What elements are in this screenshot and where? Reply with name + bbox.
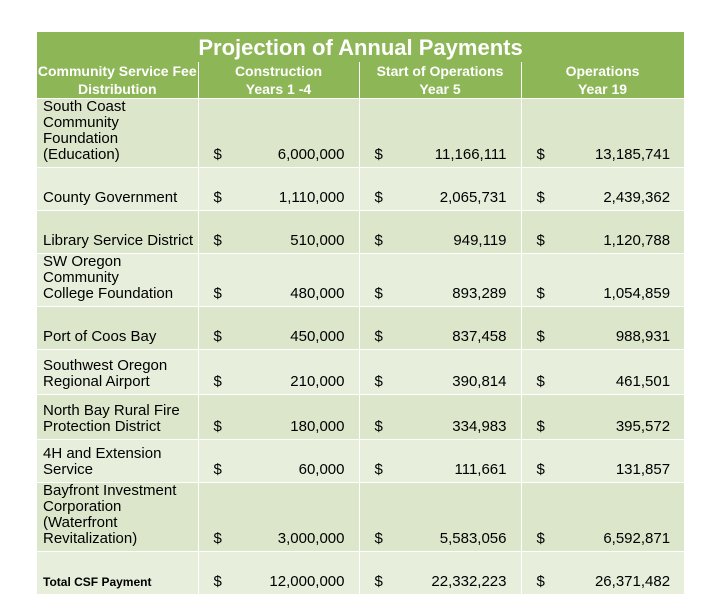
construction-amount xyxy=(198,211,359,254)
operations-amount xyxy=(521,211,684,254)
currency-symbol: $ xyxy=(536,328,545,345)
start-operations-amount xyxy=(359,440,521,483)
recipient-name xyxy=(37,395,198,440)
table-row xyxy=(37,307,684,350)
start-operations-amount xyxy=(359,350,521,395)
currency-symbol: $ xyxy=(374,530,383,547)
recipient-name-line: SW Oregon Community xyxy=(43,253,122,286)
recipient-name-line: Revitalization) xyxy=(43,530,138,547)
currency-symbol: $ xyxy=(374,146,383,163)
start-operations-amount xyxy=(359,307,521,350)
currency-symbol: $ xyxy=(374,373,383,390)
operations-amount xyxy=(521,99,684,168)
amount-value: 180,000 xyxy=(290,418,345,435)
table-row xyxy=(37,254,684,307)
currency-symbol: $ xyxy=(213,328,222,345)
recipient-name xyxy=(37,254,198,307)
amount-value: 461,501 xyxy=(615,373,671,390)
header-line: Distribution xyxy=(77,81,157,97)
currency-symbol: $ xyxy=(374,232,383,249)
operations-amount xyxy=(521,483,684,552)
currency-symbol: $ xyxy=(374,418,383,435)
recipient-name-line: Southwest Oregon xyxy=(43,357,168,374)
amount-value: 60,000 xyxy=(298,461,345,478)
amount-value: 6,592,871 xyxy=(603,530,671,547)
currency-symbol: $ xyxy=(374,573,383,590)
recipient-name-line: Protection District xyxy=(43,418,161,435)
recipient-name-line: Corporation (Waterfront xyxy=(43,498,122,531)
table-row xyxy=(37,168,684,211)
recipient-name xyxy=(37,307,198,350)
currency-symbol: $ xyxy=(213,146,222,163)
amount-value: 1,120,788 xyxy=(603,232,671,249)
construction-amount xyxy=(198,99,359,168)
start-operations-amount xyxy=(359,483,521,552)
amount-value: 2,065,731 xyxy=(439,189,507,206)
amount-value: 11,166,111 xyxy=(434,146,507,163)
header-operations xyxy=(521,62,684,99)
currency-symbol: $ xyxy=(213,189,222,206)
start-operations-amount xyxy=(359,552,521,595)
amount-value: 22,332,223 xyxy=(431,573,507,590)
currency-symbol: $ xyxy=(536,232,545,249)
header-line: Year 5 xyxy=(419,81,461,97)
construction-amount xyxy=(198,168,359,211)
amount-value: 3,000,000 xyxy=(277,530,345,547)
table-row xyxy=(37,440,684,483)
amount-value: 450,000 xyxy=(290,328,345,345)
currency-symbol: $ xyxy=(536,285,545,302)
recipient-name xyxy=(37,350,198,395)
amount-value: 1,110,000 xyxy=(278,189,345,206)
construction-amount xyxy=(198,440,359,483)
recipient-name-line: Library Service District xyxy=(43,232,194,249)
amount-value: 390,814 xyxy=(452,373,507,390)
start-operations-amount xyxy=(359,99,521,168)
amount-value: 2,439,362 xyxy=(603,189,671,206)
currency-symbol: $ xyxy=(536,461,545,478)
operations-amount xyxy=(521,307,684,350)
table-row xyxy=(37,99,684,168)
recipient-name-line: County Government xyxy=(43,189,178,206)
operations-amount xyxy=(521,350,684,395)
table-row xyxy=(37,483,684,552)
recipient-name xyxy=(37,168,198,211)
amount-value: 5,583,056 xyxy=(439,530,507,547)
currency-symbol: $ xyxy=(374,328,383,345)
header-line: Construction xyxy=(234,63,323,79)
amount-value: 837,458 xyxy=(452,328,507,345)
amount-value: 1,054,859 xyxy=(603,285,671,302)
recipient-name-line: Total CSF Payment xyxy=(43,575,152,589)
construction-amount xyxy=(198,350,359,395)
currency-symbol: $ xyxy=(213,418,222,435)
operations-amount xyxy=(521,395,684,440)
operations-amount xyxy=(521,440,684,483)
amount-value: 13,185,741 xyxy=(594,146,671,163)
recipient-name-line: North Bay Rural Fire xyxy=(43,402,180,419)
construction-amount xyxy=(198,307,359,350)
recipient-name-line: South Coast Community xyxy=(43,98,126,131)
amount-value: 111,661 xyxy=(454,461,507,478)
currency-symbol: $ xyxy=(374,285,383,302)
column-headers xyxy=(37,62,684,99)
recipient-name xyxy=(37,440,198,483)
currency-symbol: $ xyxy=(213,285,222,302)
currency-symbol: $ xyxy=(536,530,545,547)
table-title: Projection of Annual Payments xyxy=(37,32,684,62)
recipient-name-line: 4H and Extension Service xyxy=(43,445,162,478)
header-line: Years 1 -4 xyxy=(245,81,312,97)
start-operations-amount xyxy=(359,395,521,440)
currency-symbol: $ xyxy=(536,189,545,206)
start-operations-amount xyxy=(359,211,521,254)
currency-symbol: $ xyxy=(213,232,222,249)
amount-value: 949,119 xyxy=(453,232,507,249)
currency-symbol: $ xyxy=(213,461,222,478)
amount-value: 210,000 xyxy=(290,373,345,390)
currency-symbol: $ xyxy=(536,373,545,390)
amount-value: 334,983 xyxy=(452,418,507,435)
payments-table xyxy=(37,32,685,595)
header-line: Community Service Fee xyxy=(37,63,197,79)
header-line: Start of Operations xyxy=(376,63,504,79)
construction-amount xyxy=(198,483,359,552)
amount-value: 510,000 xyxy=(290,232,345,249)
construction-amount xyxy=(198,552,359,595)
currency-symbol: $ xyxy=(374,461,383,478)
total-row xyxy=(37,552,684,595)
header-line: Year 19 xyxy=(577,81,628,97)
amount-value: 893,289 xyxy=(452,285,507,302)
amount-value: 988,931 xyxy=(615,328,671,345)
table-body xyxy=(37,99,684,595)
table-row xyxy=(37,395,684,440)
currency-symbol: $ xyxy=(374,189,383,206)
table-row xyxy=(37,350,684,395)
operations-amount xyxy=(521,168,684,211)
payments-table-wrapper xyxy=(37,32,684,595)
start-operations-amount xyxy=(359,254,521,307)
currency-symbol: $ xyxy=(536,573,545,590)
recipient-name-line: College Foundation xyxy=(43,285,174,302)
operations-amount xyxy=(521,254,684,307)
header-construction xyxy=(198,62,359,99)
recipient-name xyxy=(37,552,198,595)
recipient-name-line: Bayfront Investment xyxy=(43,482,177,499)
currency-symbol: $ xyxy=(213,373,222,390)
amount-value: 12,000,000 xyxy=(269,573,345,590)
start-operations-amount xyxy=(359,168,521,211)
recipient-name-line: Port of Coos Bay xyxy=(43,328,157,345)
construction-amount xyxy=(198,395,359,440)
currency-symbol: $ xyxy=(213,573,222,590)
construction-amount xyxy=(198,254,359,307)
currency-symbol: $ xyxy=(536,418,545,435)
amount-value: 6,000,000 xyxy=(277,146,345,163)
operations-amount xyxy=(521,552,684,595)
recipient-name xyxy=(37,99,198,168)
amount-value: 131,857 xyxy=(615,461,671,478)
header-line: Operations xyxy=(565,63,640,79)
amount-value: 395,572 xyxy=(615,418,671,435)
amount-value: 480,000 xyxy=(290,285,345,302)
currency-symbol: $ xyxy=(213,530,222,547)
recipient-name xyxy=(37,211,198,254)
recipient-name xyxy=(37,483,198,552)
amount-value: 26,371,482 xyxy=(594,573,671,590)
recipient-name-line: Regional Airport xyxy=(43,373,150,390)
table-row xyxy=(37,211,684,254)
currency-symbol: $ xyxy=(536,146,545,163)
header-distribution xyxy=(37,62,198,99)
header-start-operations xyxy=(359,62,521,99)
recipient-name-line: Foundation (Education) xyxy=(43,130,120,163)
